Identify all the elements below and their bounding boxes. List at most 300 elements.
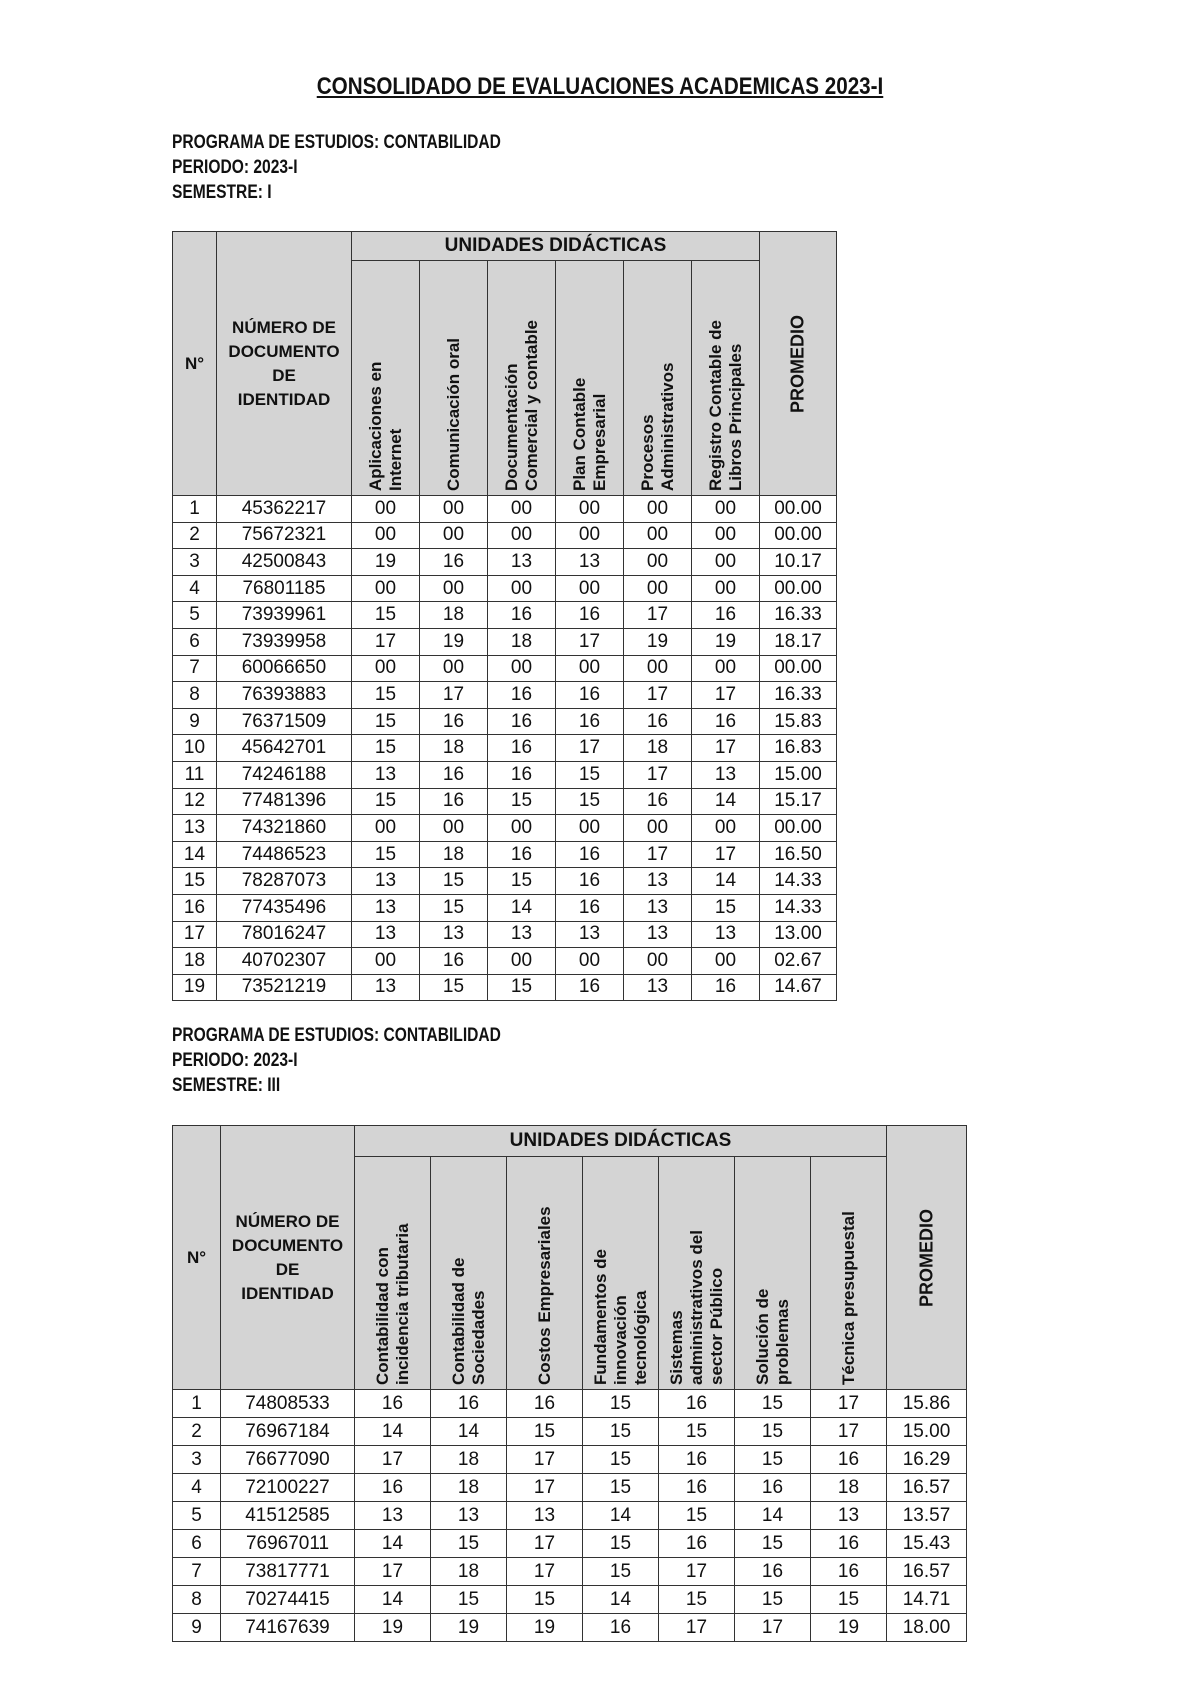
col-group-unidades-didacticas: UNIDADES DIDÁCTICAS: [355, 1126, 887, 1157]
promedio-cell: 13.57: [887, 1502, 967, 1530]
grade-cell: 17: [692, 841, 760, 868]
page-title: CONSOLIDADO DE EVALUACIONES ACADEMICAS 2023-I: [316, 73, 884, 100]
course-name: [444, 265, 464, 491]
table-header: [173, 1126, 967, 1390]
grade-cell: 17: [735, 1614, 811, 1642]
document-header-line: NÚMERO DE: [232, 317, 336, 337]
grade-cell: 15: [583, 1418, 659, 1446]
grade-cell: 17: [692, 735, 760, 762]
course-name: [591, 1161, 651, 1385]
grade-cell: 16: [420, 761, 488, 788]
grade-cell: 15: [420, 894, 488, 921]
document-header-line: DOCUMENTO: [231, 1235, 344, 1255]
grade-cell: 17: [624, 602, 692, 629]
course-name-line: Costos Empresariales: [534, 1206, 554, 1385]
promedio-cell: 15.00: [760, 761, 837, 788]
grade-cell: 18: [420, 735, 488, 762]
course-name-line: Sociedades: [468, 1290, 488, 1385]
grade-cell: 17: [659, 1614, 735, 1642]
grade-cell: 00: [488, 948, 556, 975]
programa-label: PROGRAMA DE ESTUDIOS: CONTABILIDAD: [172, 1025, 501, 1046]
row-number-cell: 7: [173, 655, 217, 682]
document-number-cell: 72100227: [221, 1474, 355, 1502]
course-name-line: Internet: [385, 428, 405, 491]
promedio-cell: 14.67: [760, 974, 837, 1001]
grade-cell: 16: [811, 1558, 887, 1586]
grade-cell: 13: [420, 921, 488, 948]
course-name-line: Contabilidad de: [448, 1257, 468, 1385]
promedio-cell: 14.71: [887, 1586, 967, 1614]
grade-cell: 00: [488, 522, 556, 549]
row-number-cell: 6: [173, 628, 217, 655]
grade-cell: 00: [352, 575, 420, 602]
course-name-line: Fundamentos de: [590, 1248, 610, 1385]
grade-cell: 15: [583, 1530, 659, 1558]
grade-cell: 13: [352, 974, 420, 1001]
grade-cell: 15: [583, 1558, 659, 1586]
grade-cell: 15: [352, 682, 420, 709]
grade-cell: 00: [420, 815, 488, 842]
promedio-cell: 00.00: [760, 522, 837, 549]
grade-cell: 14: [488, 894, 556, 921]
row-number-cell: 5: [173, 602, 217, 629]
course-name-line: Comunicación oral: [443, 337, 463, 491]
grade-cell: 15: [352, 735, 420, 762]
promedio-cell: 16.57: [887, 1558, 967, 1586]
row-number-cell: 2: [173, 522, 217, 549]
grade-cell: 16: [659, 1446, 735, 1474]
grade-cell: 00: [556, 948, 624, 975]
row-number-cell: 19: [173, 974, 217, 1001]
grade-cell: 16: [811, 1530, 887, 1558]
grade-cell: 17: [507, 1530, 583, 1558]
table-row: [173, 1586, 967, 1614]
grade-cell: 15: [556, 761, 624, 788]
grade-cell: 00: [352, 496, 420, 523]
row-number-cell: 8: [173, 682, 217, 709]
grade-cell: 17: [507, 1474, 583, 1502]
document-number-cell: 77435496: [217, 894, 352, 921]
grade-cell: 16: [735, 1474, 811, 1502]
col-header-course: [507, 1157, 583, 1390]
grade-cell: 15: [735, 1390, 811, 1418]
table-row: [173, 868, 837, 895]
grade-cell: 17: [811, 1418, 887, 1446]
grade-cell: 13: [624, 868, 692, 895]
header-row: [173, 1126, 967, 1157]
grade-cell: 13: [355, 1502, 431, 1530]
grade-cell: 18: [488, 628, 556, 655]
grade-cell: 00: [556, 496, 624, 523]
grade-cell: 13: [624, 921, 692, 948]
table-row: [173, 1558, 967, 1586]
course-name: [839, 1161, 859, 1385]
promedio-cell: 18.00: [887, 1614, 967, 1642]
grade-cell: 19: [624, 628, 692, 655]
grade-cell: 17: [624, 841, 692, 868]
row-number-cell: 9: [173, 1614, 221, 1642]
grade-cell: 13: [488, 549, 556, 576]
grade-cell: 00: [692, 655, 760, 682]
grade-cell: 15: [659, 1418, 735, 1446]
table-row: [173, 575, 837, 602]
grade-cell: 15: [735, 1586, 811, 1614]
grade-cell: 15: [583, 1474, 659, 1502]
grade-cell: 15: [431, 1586, 507, 1614]
row-number-cell: 16: [173, 894, 217, 921]
promedio-cell: 16.50: [760, 841, 837, 868]
semestre-label: SEMESTRE: III: [172, 1075, 281, 1096]
table-row: [173, 761, 837, 788]
grade-cell: 15: [352, 841, 420, 868]
grade-cell: 13: [431, 1502, 507, 1530]
document-number-cell: 76967184: [221, 1418, 355, 1446]
row-number-cell: 17: [173, 921, 217, 948]
grade-cell: 00: [624, 815, 692, 842]
document-number-cell: 74321860: [217, 815, 352, 842]
promedio-cell: 14.33: [760, 868, 837, 895]
promedio-cell: 15.43: [887, 1530, 967, 1558]
grade-cell: 00: [420, 575, 488, 602]
course-name: [638, 265, 678, 491]
grade-cell: 00: [488, 575, 556, 602]
col-header-course: [420, 261, 488, 496]
semestre-label: SEMESTRE: I: [172, 182, 272, 203]
grade-cell: 16: [659, 1390, 735, 1418]
grade-cell: 16: [488, 841, 556, 868]
grade-cell: 00: [556, 815, 624, 842]
grade-cell: 16: [624, 788, 692, 815]
document-header-line: DOCUMENTO: [228, 341, 340, 361]
grade-cell: 16: [488, 708, 556, 735]
course-name: [502, 265, 542, 491]
grades-table-semestre-i: [172, 231, 837, 1001]
document-number-cell: 73939961: [217, 602, 352, 629]
grade-cell: 00: [624, 655, 692, 682]
grade-cell: 00: [488, 815, 556, 842]
grade-cell: 13: [624, 894, 692, 921]
row-number-cell: 3: [173, 1446, 221, 1474]
grade-cell: 00: [624, 549, 692, 576]
grade-cell: 18: [624, 735, 692, 762]
grade-cell: 15: [692, 894, 760, 921]
table-row: [173, 815, 837, 842]
grade-cell: 15: [488, 868, 556, 895]
row-number-cell: 5: [173, 1502, 221, 1530]
row-number-cell: 15: [173, 868, 217, 895]
grade-cell: 15: [488, 974, 556, 1001]
table-row: [173, 894, 837, 921]
table-row: [173, 948, 837, 975]
grade-cell: 15: [488, 788, 556, 815]
grade-cell: 16: [420, 708, 488, 735]
table-row: [173, 1530, 967, 1558]
course-name-line: Libros Principales: [725, 343, 745, 491]
grade-cell: 14: [692, 868, 760, 895]
grade-cell: 16: [556, 894, 624, 921]
promedio-cell: 00.00: [760, 575, 837, 602]
document-number-cell: 76801185: [217, 575, 352, 602]
document-number-cell: 78287073: [217, 868, 352, 895]
document-header-line: IDENTIDAD: [241, 1283, 334, 1303]
document-number-cell: 75672321: [217, 522, 352, 549]
section-1-meta: [172, 130, 501, 205]
grade-cell: 19: [692, 628, 760, 655]
grade-cell: 14: [355, 1418, 431, 1446]
col-header-document: [221, 1126, 355, 1390]
row-number-cell: 10: [173, 735, 217, 762]
grade-cell: 00: [352, 522, 420, 549]
grade-cell: 16: [556, 602, 624, 629]
grade-cell: 17: [624, 682, 692, 709]
grade-cell: 17: [692, 682, 760, 709]
grade-cell: 13: [556, 549, 624, 576]
grade-cell: 19: [507, 1614, 583, 1642]
grade-cell: 13: [811, 1502, 887, 1530]
row-number-cell: 1: [173, 496, 217, 523]
grade-cell: 17: [624, 761, 692, 788]
grade-cell: 19: [355, 1614, 431, 1642]
grade-cell: 15: [659, 1586, 735, 1614]
document-number-cell: 77481396: [217, 788, 352, 815]
grade-cell: 16: [420, 788, 488, 815]
grade-cell: 17: [659, 1558, 735, 1586]
table-row: [173, 522, 837, 549]
table-row: [173, 841, 837, 868]
grade-cell: 16: [692, 974, 760, 1001]
col-header-course: [355, 1157, 431, 1390]
grade-cell: 00: [556, 575, 624, 602]
periodo-label: PERIODO: 2023-I: [172, 1050, 298, 1071]
grade-cell: 14: [583, 1586, 659, 1614]
grade-cell: 00: [624, 496, 692, 523]
row-number-cell: 1: [173, 1390, 221, 1418]
table-row: [173, 788, 837, 815]
grade-cell: 14: [583, 1502, 659, 1530]
grade-cell: 13: [556, 921, 624, 948]
grade-cell: 17: [507, 1446, 583, 1474]
course-name-line: Plan Contable: [569, 377, 589, 491]
section-2-meta: [172, 1023, 501, 1098]
promedio-cell: 15.86: [887, 1390, 967, 1418]
table-row: [173, 1418, 967, 1446]
programa-label: PROGRAMA DE ESTUDIOS: CONTABILIDAD: [172, 132, 501, 153]
course-name-line: Procesos: [637, 414, 657, 491]
table-row: [173, 974, 837, 1001]
grade-cell: 17: [355, 1558, 431, 1586]
course-name: [449, 1161, 489, 1385]
grade-cell: 16: [355, 1474, 431, 1502]
table-row: [173, 682, 837, 709]
grade-cell: 15: [431, 1530, 507, 1558]
col-group-unidades-didacticas: UNIDADES DIDÁCTICAS: [352, 232, 760, 261]
promedio-cell: 16.57: [887, 1474, 967, 1502]
grade-cell: 17: [355, 1446, 431, 1474]
row-number-cell: 4: [173, 1474, 221, 1502]
col-header-promedio: [887, 1126, 967, 1390]
grade-cell: 16: [431, 1390, 507, 1418]
table-row: [173, 708, 837, 735]
grade-cell: 13: [488, 921, 556, 948]
grade-cell: 00: [556, 655, 624, 682]
grade-cell: 00: [692, 948, 760, 975]
grade-cell: 16: [556, 682, 624, 709]
row-number-cell: 4: [173, 575, 217, 602]
table-row: [173, 1390, 967, 1418]
course-name-line: Aplicaciones en: [365, 361, 385, 491]
grade-cell: 16: [556, 841, 624, 868]
course-name-line: Contabilidad con: [372, 1247, 392, 1385]
grade-cell: 18: [420, 602, 488, 629]
grade-cell: 18: [431, 1558, 507, 1586]
grade-cell: 16: [420, 549, 488, 576]
row-number-cell: 2: [173, 1418, 221, 1446]
row-number-cell: 13: [173, 815, 217, 842]
table-body: [173, 496, 837, 1001]
document-number-cell: 74167639: [221, 1614, 355, 1642]
promedio-label: PROMEDIO: [916, 1208, 936, 1307]
grade-cell: 19: [352, 549, 420, 576]
document-number-cell: 40702307: [217, 948, 352, 975]
col-header-promedio: [760, 232, 837, 496]
course-name-line: problemas: [772, 1299, 792, 1385]
grade-cell: 16: [507, 1390, 583, 1418]
grade-cell: 19: [420, 628, 488, 655]
course-name: [753, 1161, 793, 1385]
grade-cell: 18: [811, 1474, 887, 1502]
row-number-cell: 14: [173, 841, 217, 868]
grade-cell: 16: [556, 868, 624, 895]
table-row: [173, 1474, 967, 1502]
document-number-cell: 76371509: [217, 708, 352, 735]
row-number-cell: 11: [173, 761, 217, 788]
promedio-cell: 16.29: [887, 1446, 967, 1474]
grade-cell: 15: [735, 1530, 811, 1558]
grade-cell: 14: [431, 1418, 507, 1446]
table-row: [173, 921, 837, 948]
col-header-course: [431, 1157, 507, 1390]
grade-cell: 13: [352, 894, 420, 921]
row-number-cell: 6: [173, 1530, 221, 1558]
grade-cell: 00: [420, 522, 488, 549]
promedio-cell: 00.00: [760, 496, 837, 523]
table-row: [173, 602, 837, 629]
grade-cell: 16: [556, 974, 624, 1001]
document-number-cell: 74246188: [217, 761, 352, 788]
document-number-cell: 60066650: [217, 655, 352, 682]
grade-cell: 16: [624, 708, 692, 735]
col-header-course: [811, 1157, 887, 1390]
grade-cell: 13: [507, 1502, 583, 1530]
promedio-cell: 16.33: [760, 682, 837, 709]
col-header-course: [624, 261, 692, 496]
promedio-label: PROMEDIO: [787, 314, 808, 413]
grade-cell: 15: [659, 1502, 735, 1530]
grade-cell: 00: [420, 655, 488, 682]
promedio-cell: 00.00: [760, 815, 837, 842]
grade-cell: 19: [431, 1614, 507, 1642]
col-header-number: N°: [173, 1126, 221, 1390]
grade-cell: 15: [556, 788, 624, 815]
table-row: [173, 735, 837, 762]
document-header-line: DE: [275, 1259, 300, 1279]
document-number-cell: 76393883: [217, 682, 352, 709]
promedio-cell: 10.17: [760, 549, 837, 576]
grade-cell: 00: [692, 496, 760, 523]
document-number-cell: 70274415: [221, 1586, 355, 1614]
course-name: [706, 265, 746, 491]
col-header-document: [217, 232, 352, 496]
document-number-cell: 74486523: [217, 841, 352, 868]
promedio-cell: 00.00: [760, 655, 837, 682]
col-header-course: [735, 1157, 811, 1390]
grade-cell: 16: [488, 602, 556, 629]
document-number-cell: 73817771: [221, 1558, 355, 1586]
course-name-line: Solución de: [752, 1288, 772, 1385]
grade-cell: 00: [488, 655, 556, 682]
grade-cell: 15: [811, 1586, 887, 1614]
grade-cell: 15: [420, 868, 488, 895]
promedio-cell: 13.00: [760, 921, 837, 948]
promedio-cell: 15.83: [760, 708, 837, 735]
row-number-cell: 7: [173, 1558, 221, 1586]
col-header-course: [692, 261, 760, 496]
grade-cell: 15: [735, 1418, 811, 1446]
grade-cell: 15: [583, 1446, 659, 1474]
grade-cell: 15: [507, 1586, 583, 1614]
document-number-cell: 45362217: [217, 496, 352, 523]
grade-cell: 16: [811, 1446, 887, 1474]
document-number-cell: 73521219: [217, 974, 352, 1001]
promedio-cell: 16.83: [760, 735, 837, 762]
grade-cell: 15: [352, 708, 420, 735]
document-header-line: NÚMERO DE: [235, 1211, 340, 1231]
promedio-cell: 18.17: [760, 628, 837, 655]
grade-cell: 17: [556, 735, 624, 762]
grade-cell: 00: [420, 496, 488, 523]
grade-cell: 13: [624, 974, 692, 1001]
grades-table-semestre-iii: [172, 1125, 967, 1642]
row-number-cell: 8: [173, 1586, 221, 1614]
promedio-cell: 14.33: [760, 894, 837, 921]
grade-cell: 17: [556, 628, 624, 655]
grade-cell: 17: [811, 1390, 887, 1418]
grade-cell: 00: [624, 575, 692, 602]
col-header-number: N°: [173, 232, 217, 496]
grade-cell: 17: [507, 1558, 583, 1586]
table-row: [173, 549, 837, 576]
grade-cell: 13: [692, 761, 760, 788]
course-name-line: Administrativos: [657, 362, 677, 491]
grade-cell: 00: [692, 549, 760, 576]
course-name-line: Empresarial: [589, 393, 609, 491]
course-name-line: administrativos del: [686, 1230, 706, 1385]
promedio-cell: 15.00: [887, 1418, 967, 1446]
grade-cell: 16: [355, 1390, 431, 1418]
col-header-course: [556, 261, 624, 496]
grade-cell: 18: [431, 1474, 507, 1502]
grade-cell: 16: [583, 1614, 659, 1642]
grade-cell: 16: [659, 1530, 735, 1558]
grade-cell: 00: [352, 815, 420, 842]
grade-cell: 13: [352, 921, 420, 948]
row-number-cell: 12: [173, 788, 217, 815]
grade-cell: 16: [692, 708, 760, 735]
grade-cell: 16: [420, 948, 488, 975]
col-header-course: [583, 1157, 659, 1390]
grade-cell: 15: [735, 1446, 811, 1474]
grade-cell: 16: [659, 1474, 735, 1502]
